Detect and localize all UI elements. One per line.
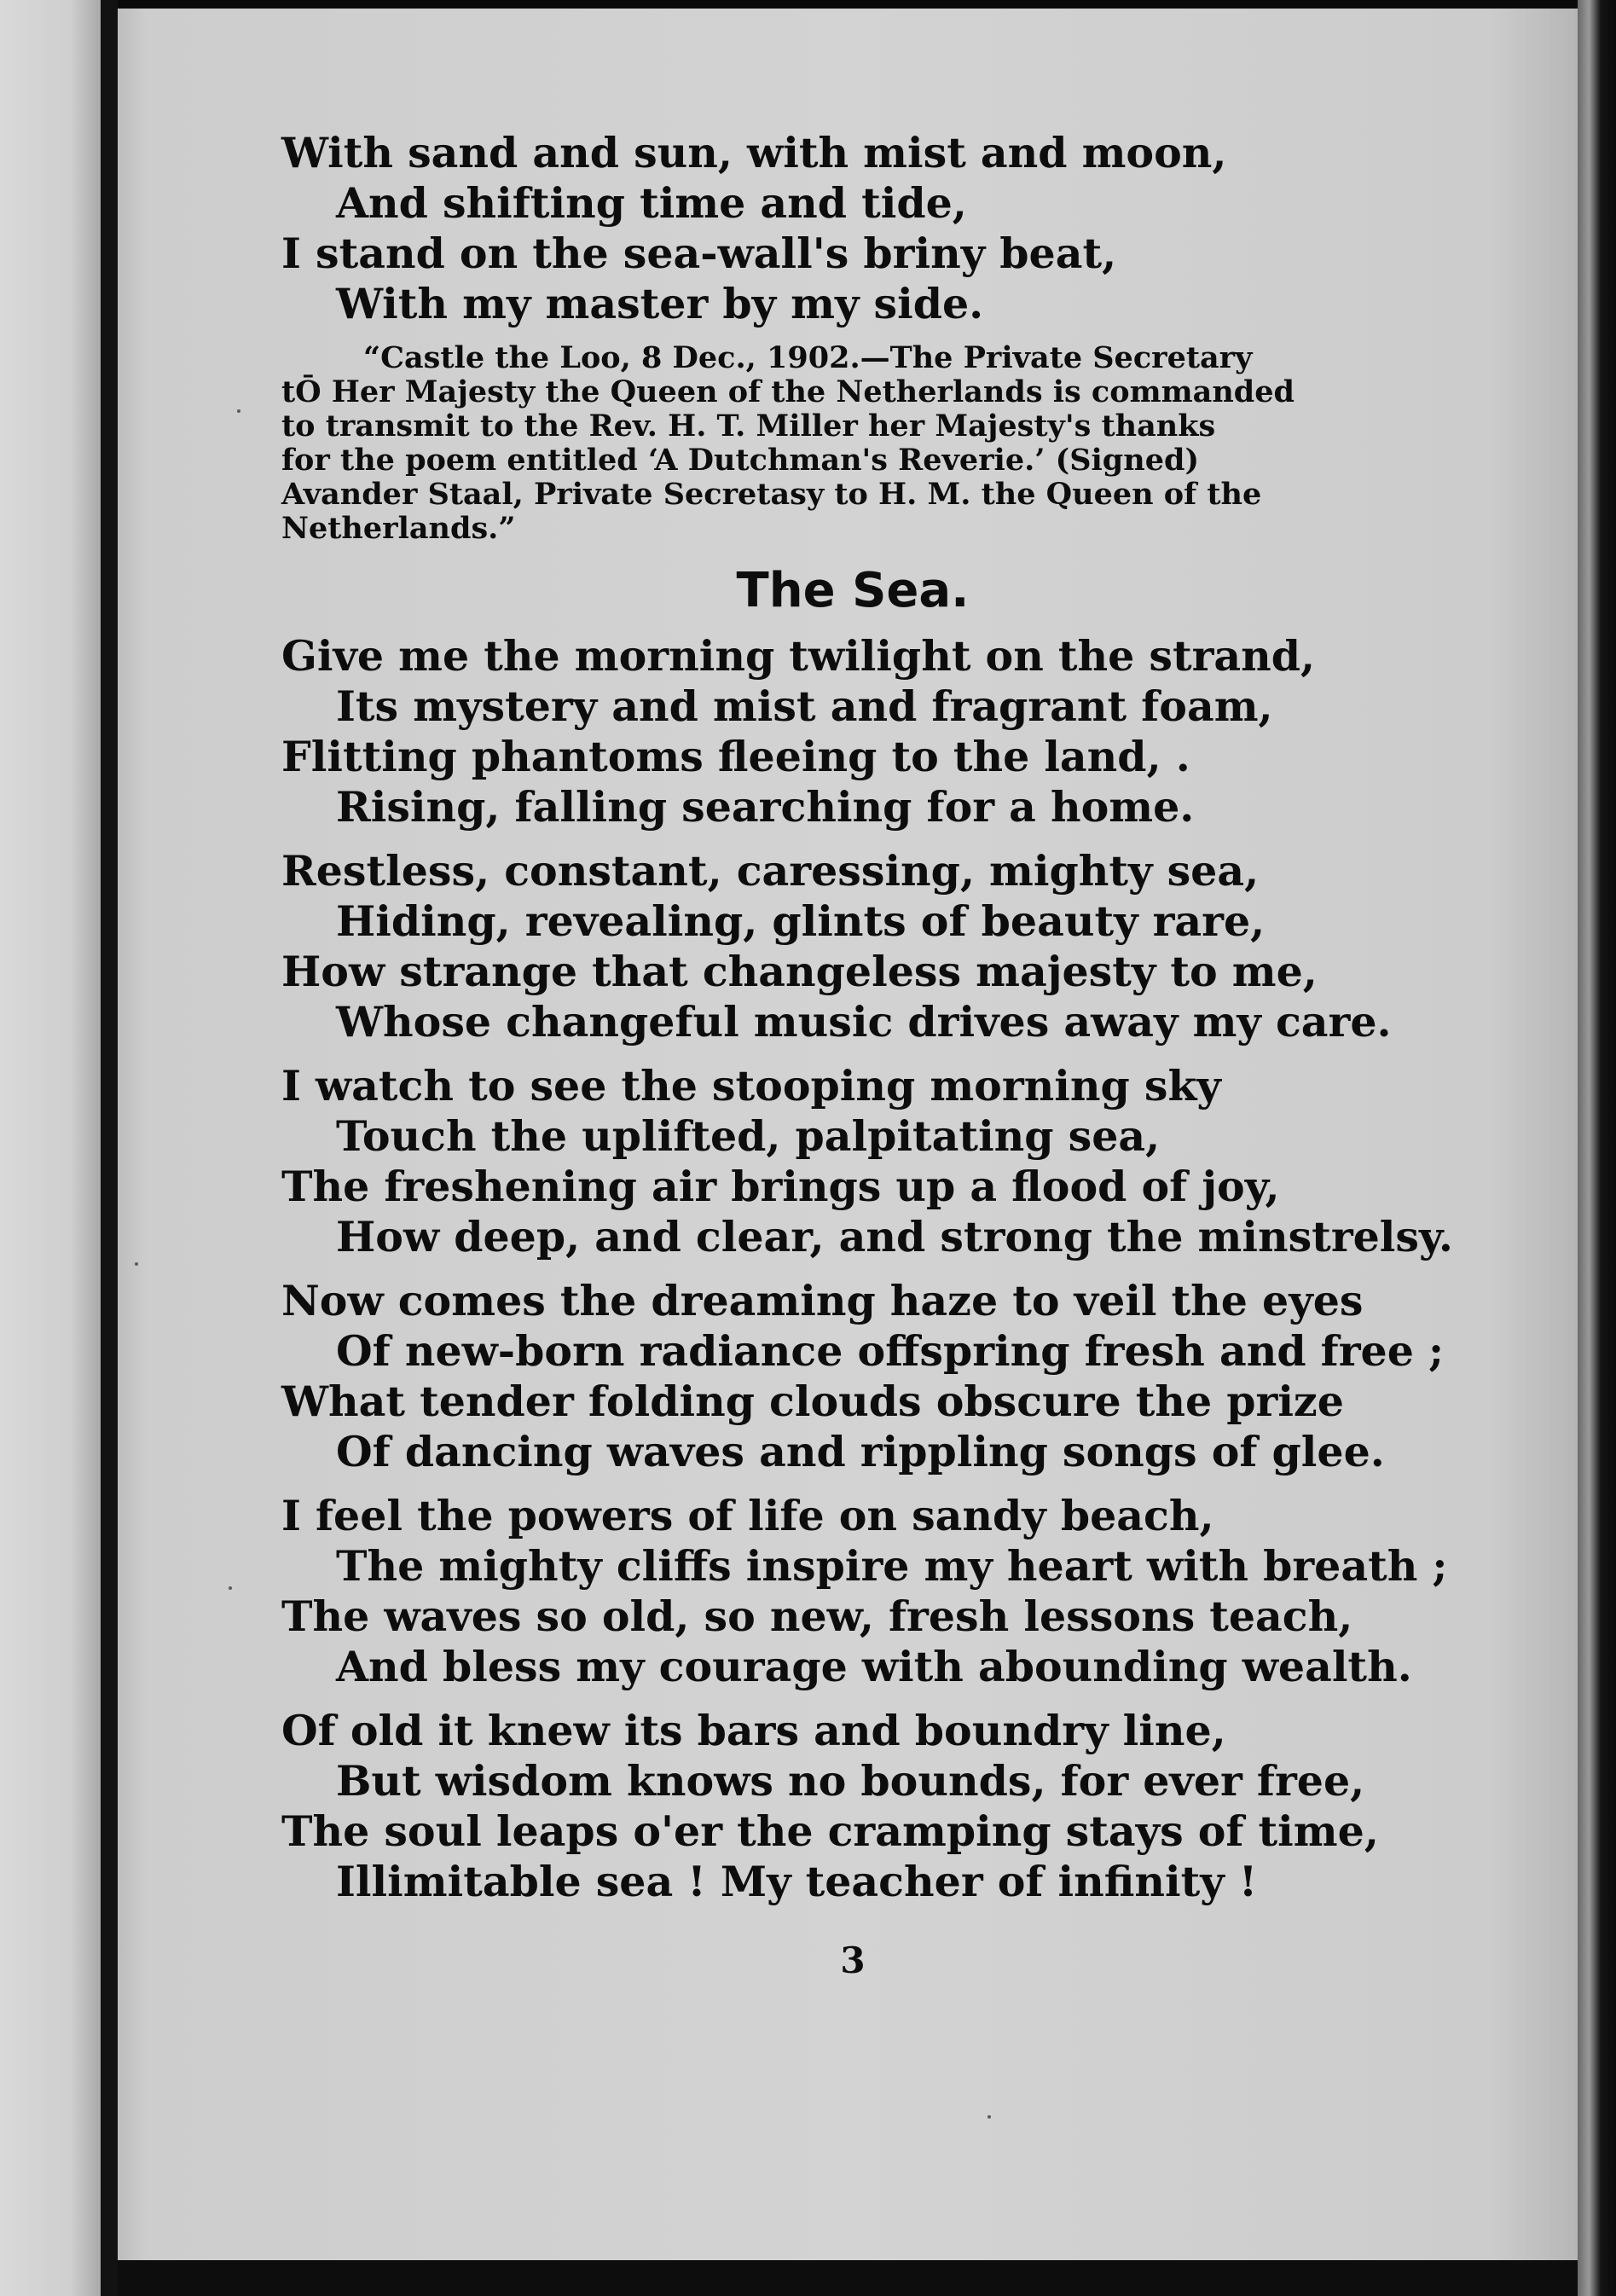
poem-line: Restless, constant, caressing, mighty sea,: [281, 846, 1260, 896]
poem-line: Of dancing waves and rippling songs of glee.: [336, 1427, 1385, 1476]
stanza-2: [281, 846, 1424, 1047]
poem-line: Whose changeful music drives away my care.: [336, 997, 1392, 1047]
poem-line: Illimitable sea ! My teacher of infinity !: [336, 1857, 1258, 1906]
paper-speck: [229, 1586, 232, 1590]
poem-line: The mighty cliffs inspire my heart with breath ;: [336, 1541, 1448, 1591]
poem-line: Of new-born radiance offspring fresh and free ;: [336, 1326, 1445, 1376]
paper-speck: [135, 1262, 138, 1266]
royal-acknowledgement-note: [281, 341, 1424, 546]
note-line: Netherlands.”: [281, 511, 516, 546]
book-binding: [101, 0, 118, 2296]
poem-line: What tender folding clouds obscure the prize: [281, 1377, 1344, 1426]
poem-line: I stand on the sea-wall's briny beat,: [281, 229, 1117, 278]
poem-line: And shifting time and tide,: [336, 178, 967, 228]
poem-line: And bless my courage with abounding wealth.: [336, 1642, 1412, 1691]
poem-line: I watch to see the stooping morning sky: [281, 1061, 1221, 1110]
stanza-5: [281, 1491, 1448, 1692]
note-line: Avander Staal, Private Secretasy to H. M. the Queen of the: [281, 477, 1262, 512]
poem-line: Its mystery and mist and fragrant foam,: [336, 681, 1273, 731]
right-page-edge: [1578, 0, 1616, 2296]
page-content: [281, 128, 1453, 1981]
poem-line: The waves so old, so new, fresh lessons teach,: [281, 1592, 1353, 1641]
previous-page-edge: [0, 0, 101, 2296]
stanza-6: [281, 1706, 1424, 1907]
page-number: 3: [840, 1939, 866, 1981]
poem-line: With my master by my side.: [336, 279, 984, 328]
poem-line: Flitting phantoms fleeing to the land, .: [281, 732, 1190, 781]
bottom-page-edge: [118, 2260, 1578, 2296]
paper-speck: [988, 2115, 991, 2119]
note-line: “Castle the Loo, 8 Dec., 1902.—The Private Secretary: [363, 340, 1253, 375]
stanza-1: [281, 631, 1424, 832]
poem-line: The soul leaps o'er the cramping stays of time,: [281, 1806, 1379, 1856]
note-line: for the poem entitled ‘A Dutchman's Reverie.’ (Signed): [281, 443, 1200, 478]
poem-line: Touch the uplifted, palpitating sea,: [336, 1111, 1161, 1161]
stanza-3: [281, 1061, 1453, 1262]
paper-speck: [237, 409, 240, 413]
poem-line: But wisdom knows no bounds, for ever free,: [336, 1756, 1365, 1806]
poem-line: The freshening air brings up a flood of joy,: [281, 1162, 1280, 1211]
note-line: tŌ Her Majesty the Queen of the Netherlands is commanded: [281, 374, 1295, 409]
poem-line: How strange that changeless majesty to me,: [281, 947, 1318, 996]
poem-line: I feel the powers of life on sandy beach,: [281, 1491, 1214, 1540]
poem-line: Hiding, revealing, glints of beauty rare,: [336, 896, 1266, 946]
poem-line: Rising, falling searching for a home.: [336, 782, 1195, 832]
poem-line: How deep, and clear, and strong the minstrelsy.: [336, 1212, 1453, 1261]
note-line: to transmit to the Rev. H. T. Miller her Majesty's thanks: [281, 409, 1216, 444]
poem-line: Now comes the dreaming haze to veil the eyes: [281, 1276, 1364, 1325]
poem-title: The Sea.: [736, 563, 970, 618]
opening-stanza: [281, 128, 1424, 329]
stanza-4: [281, 1276, 1445, 1477]
poem-line: Give me the morning twilight on the strand,: [281, 631, 1316, 681]
poem-line: With sand and sun, with mist and moon,: [281, 128, 1227, 177]
poem-line: Of old it knew its bars and boundry line,: [281, 1706, 1226, 1755]
